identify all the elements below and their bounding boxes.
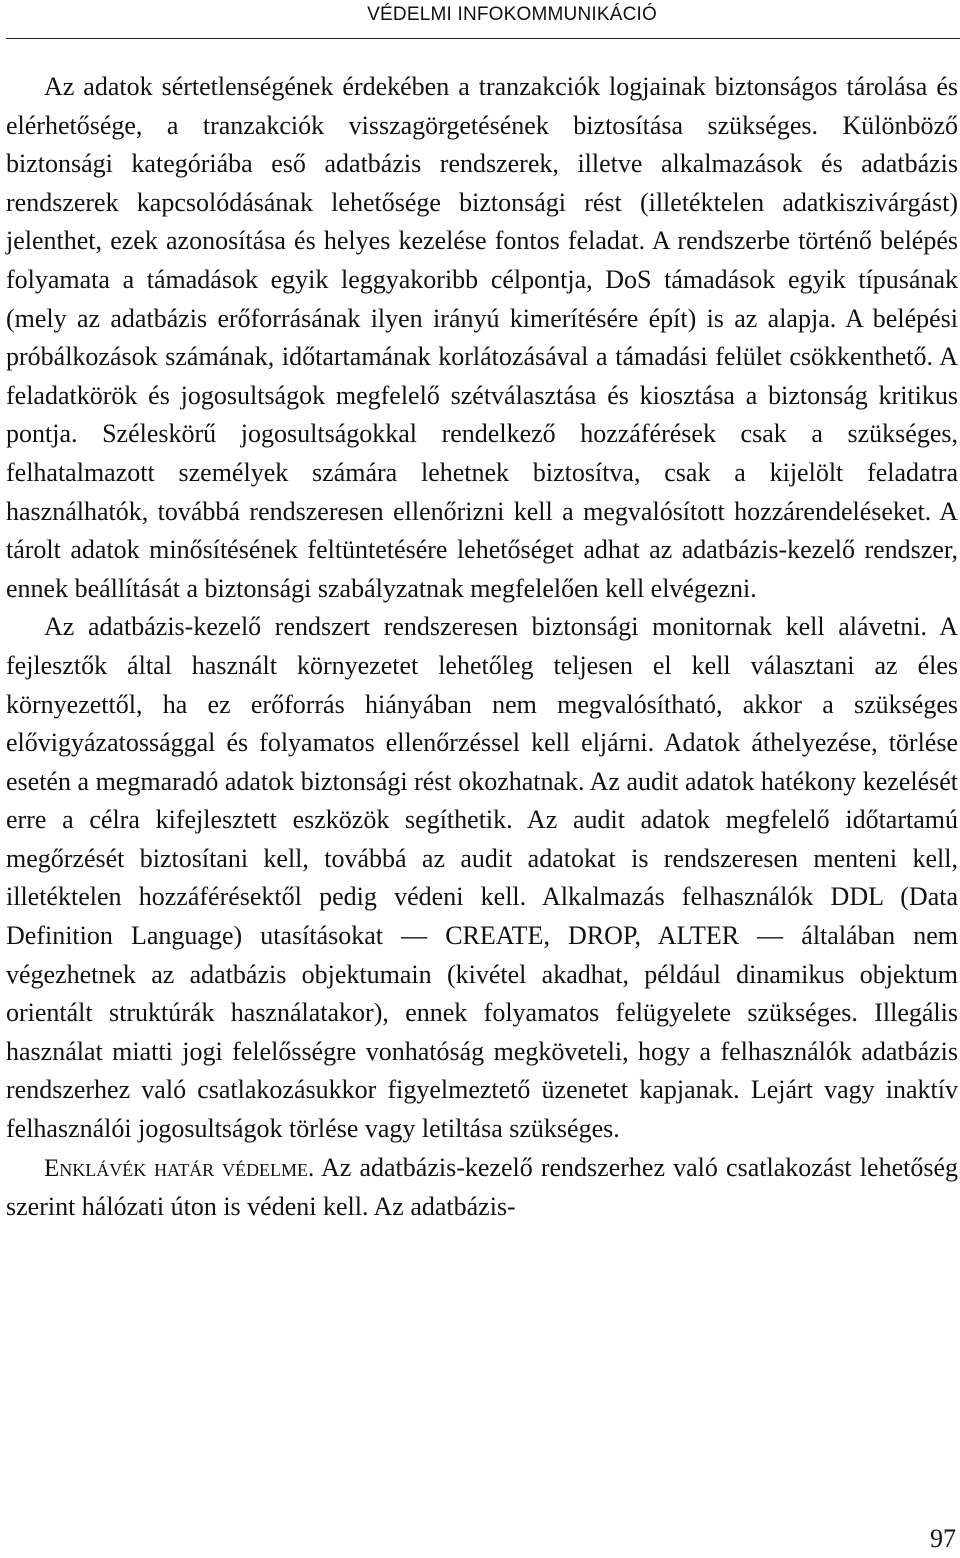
body-text xyxy=(6,68,958,1227)
section-run-in-heading: Enklávék határ védelme. xyxy=(44,1154,315,1182)
paragraph xyxy=(6,608,958,1148)
paragraph-text: Az adatbázis-kezelő rendszert rendszeresen biztonsági monitornak kell alávetni. A fejlesztők által használt környezetet lehetőleg teljesen el kell választani az éles környezettől, ha ez erőforrás hiányában nem megvalósítható, akkor a szükséges elővigyázatossággal és folyamatos ellenőrzéssel kell eljárni. Adatok áthelyezése, törlése esetén a megmaradó adatok biztonsági rést okozhatnak. Az audit adatok hatékony kezelését erre a célra kifejlesztett eszközök segíthetik. Az audit adatok megfelelő időtartamú megőrzését biztosítani kell, továbbá az audit adatokat is rendszeresen menteni kell, illetéktelen hozzáférésektől pedig védeni kell. Alkalmazás felhasználók DDL (Data Definition Language) utasításokat — CREATE, DROP, ALTER — általában nem végezhetnek az adatbázis objektumain (kivétel akadhat, például dinamikus objektum orientált struktúrák használatakor), ennek folyamatos felügyelete szükséges. Illegális használat miatti jogi felelősségre vonhatóság megköveteli, hogy a felhasználók adatbázis rendszerhez való csatlakozásukkor figyelmeztető üzenetet kapjanak. Lejárt vagy inaktív felhasználói jogosultságok törlése vagy letiltása szükséges. xyxy=(6,612,958,1144)
paragraph xyxy=(6,68,958,608)
running-header: VÉDELMI INFOKOMMUNIKÁCIÓ xyxy=(367,4,657,25)
page-number: 97 xyxy=(930,1524,956,1553)
paragraph xyxy=(6,1149,958,1227)
paragraph-text: Az adatok sértetlenségének érdekében a tranzakciók logjainak biztonságos tárolása és elérhetősége, a tranzakciók visszagörgetésének biztosítása szükséges. Különböző biztonsági kategóriába eső adatbázis rendszerek, illetve alkalmazások és adatbázis rendszerek kapcsolódásának lehetősége biztonsági rést (illetéktelen adatkiszivárgást) jelenthet, ezek azonosítása és helyes kezelése fontos feladat. A rendszerbe történő belépés folyamata a támadások egyik leggyakoribb célpontja, DoS támadások egyik típusának (mely az adatbázis erőforrásának ilyen irányú kimerítésére épít) is az alapja. A belépési próbálkozások számának, időtartamának korlátozásával a támadási felület csökkenthető. A feladatkörök és jogosultságok megfelelő szétválasztása és kiosztása a biztonság kritikus pontja. Széleskörű jogosultságokkal rendelkező hozzáférések csak a szükséges, felhatalmazott személyek számára lehetnek biztosítva, csak a kijelölt feladatra használhatók, továbbá rendszeresen ellenőrizni kell a megvalósított hozzárendeléseket. A tárolt adatok minősítésének feltüntetésére lehetőséget adhat az adatbázis-kezelő rendszer, ennek beállítását a biztonsági szabályzatnak megfelelően kell elvégezni. xyxy=(6,72,958,603)
paragraph-text: Az adatbázis-kezelő rendszerhez való csatlakozást lehetőség szerint hálózati úton is védeni kell. Az adatbázis- xyxy=(6,1152,958,1222)
header-rule xyxy=(6,38,960,39)
